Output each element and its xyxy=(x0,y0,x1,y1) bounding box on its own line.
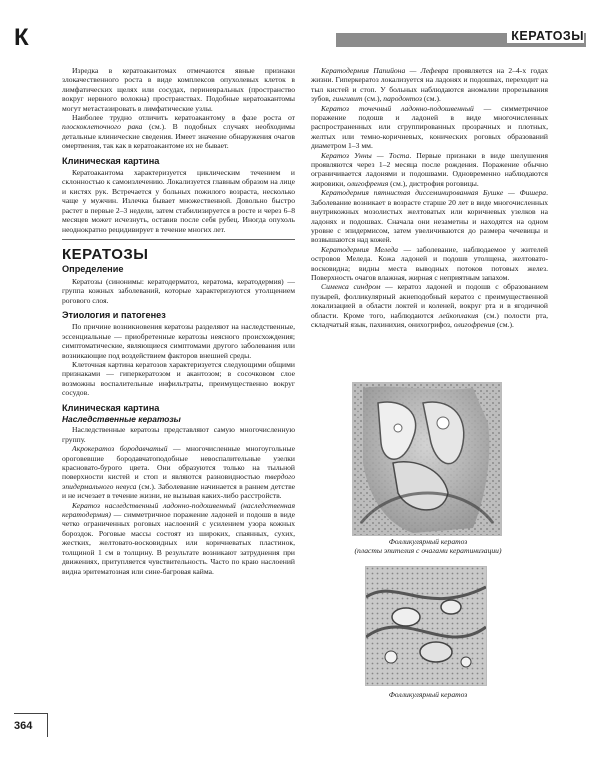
page-number: 364 xyxy=(14,720,33,732)
right-column xyxy=(311,66,548,329)
micrograph-follicular-keratosis-2 xyxy=(365,566,487,686)
paragraph: Кератоакантома характеризуется циклическим течением и склонностью к самоизлечению. Локализуется главным образом на лице и кистях рук. Встречается у больных пожилого возраста, несколько чаще у мужчин. Излечка бывает множественной. Довольно быстро растет в первые 2–3 недели, затем стабилизируется в росте и через 6–8 месяцев может исчезнуть, оставив после себя рубец. Иногда опухоль неоднократно рецидивирует в течение многих лет. xyxy=(62,168,295,234)
figure-caption: Фолликулярный кератоз (пласты эпителия с очагами кератинизации) xyxy=(354,537,502,556)
paragraph: Кератоз Унны — Тоста. Первые признаки в виде шелушения проявляются через 1–2 месяца после рождения. Поражение обычно ограничивается ладонями и подошвами. Одновременно наблюдаются жировики, олигофрения (см.), дистрофия роговицы. xyxy=(311,150,548,188)
left-column xyxy=(62,66,295,576)
page-number-rule xyxy=(14,713,48,714)
paragraph: Наиболее трудно отличить кератоакантому в фазе роста от плоскоклеточного рака (см.). В подобных случаях необходимы детальные клинические сведения. Имеет значение обнаружения очагов омертвения, так как в кератоакантоме их не бывает. xyxy=(62,113,295,151)
paragraph: Изредка в кератоакантомах отмечаются явные признаки злокачественного роста в виде комплексов опухолевых клеток в лимфатических щелях или сосудах, периневральных (пространство вокруг нервного волокна) пространствах. Подобные кератоакантомы могут метастазировать в лимфатические узлы. xyxy=(62,66,295,113)
paragraph: Сименса синдром — кератоз ладоней и подошв с образованием пузырей, фолликулярный акнеподобный кератоз с преимущественной локализацией в области локтей и коленей, вокруг рта и в ягодичной области. Кроме того, наблюдаются лейкоплакия (см.) полости рта, складчатый язык, пахинихия, онихогрифоз, олигофрения (см.). xyxy=(311,282,548,329)
figure-caption: Фолликулярный кератоз xyxy=(388,690,468,699)
heading-etiology: Этиология и патогенез xyxy=(62,309,166,320)
paragraph: Кератозы (синонимы: кератодерматоз, кератома, кератодермия) — группа кожных заболеваний, которые характеризуются утолщением рогового слоя. xyxy=(62,276,295,305)
micrograph-image xyxy=(366,567,486,685)
heading-clinical-picture: Клиническая картина xyxy=(62,155,160,166)
micrograph-follicular-keratosis-1 xyxy=(352,382,502,536)
section-divider xyxy=(62,239,295,240)
paragraph: Наследственные кератозы представляют самую многочисленную группу. xyxy=(62,425,295,444)
heading-clinical-picture: Клиническая картина xyxy=(62,402,160,413)
paragraph: Кератодермия Папийона — Лефевра проявляется на 2–4-х годах жизни. Гиперкератоз локализуется на ладонях и подошвах, переходит на тыл кистей и стоп. У больных наблюдаются аномалии прорезывания зубов, гингивит (см.), пародонтоз (см.). xyxy=(311,66,548,104)
section-title: КЕРАТОЗЫ xyxy=(62,245,149,263)
paragraph: Кератоз наследственный ладонно-подошвенный (наследственная кератодермия) — симметричное поражение ладоней и подошв в виде четко ограниченных роговых наслоений с усилением узора кожных бороздок. Роговые массы состоят из широких, спаянных, сухих, жестких, желтовато-восковидных или коричневатых пластинок, толщиной 1 см в толщину. В результате возникают затруднения при движениях, притупляется чувствительность. Часто по краю наслоений видна эритематозная или сине-багровая кайма. xyxy=(62,500,295,576)
paragraph: Кератоз точечный ладонно-подошвенный — симметричное поражение подошв и ладоней в виде многочисленных распространенных или сгруппированных прозрачных и плотных, желтых или темно-коричневых, конических роговых образований диаметром 1–3 мм. xyxy=(311,103,548,151)
page-number-rule xyxy=(47,713,48,737)
paragraph: По причине возникновения кератозы разделяют на наследственные, эссенциальные — приобретенные кератозы неясного происхождения; симптоматические, являющиеся симптомами другого заболевания или возникающие под воздействием факторов внешней среды. xyxy=(62,322,295,360)
running-title: КЕРАТОЗЫ xyxy=(507,29,584,43)
section-letter: К xyxy=(14,24,29,51)
paragraph: Кератодермия пятнистая диссеминированная Бушке — Фишера. Заболевание возникает в возрасте старше 20 лет в виде многочисленных внутрикожных мозолистых желтоватых или коричневых узелков на ладонях и подошвах. Сначала они незаметны и находятся на одном уровне с эпидермисом, затем увеличиваются до размера чечевицы и возвышаются над кожей. xyxy=(311,188,548,245)
heading-definition: Определение xyxy=(62,264,124,275)
paragraph: Акрокератоз бородавчатый — многочисленные многоугольные ороговевшие бородавчатоподобные невоспалительные узелки красновато-бурого цвета. Они образуются только на тыльной поверхности кистей и стоп и являются разновидностью твердого эпидермального невуса (см.). Заболевание начинается в раннем детстве и не исчезает в течение жизни, не вызывая каких-либо расстройств. xyxy=(62,444,295,501)
subheading-hereditary: Наследственные кератозы xyxy=(62,414,181,424)
paragraph: Кератодермия Меледа — заболевание, наблюдаемое у жителей островов Меледа. Кожа ладоней и подошв утолщена, желтовато-восковидна; видны места выводных потоков потовых желез. Поверхность очагов влажная, жирная с неприятным запахом. xyxy=(311,244,548,282)
paragraph: Клеточная картина кератозов характеризуется следующими общими признаками — гиперкератозом и акантозом; в сосочковом слое возможны воспалительные инфильтраты, преимущественно вокруг сосудов. xyxy=(62,359,295,398)
micrograph-image xyxy=(353,383,501,535)
